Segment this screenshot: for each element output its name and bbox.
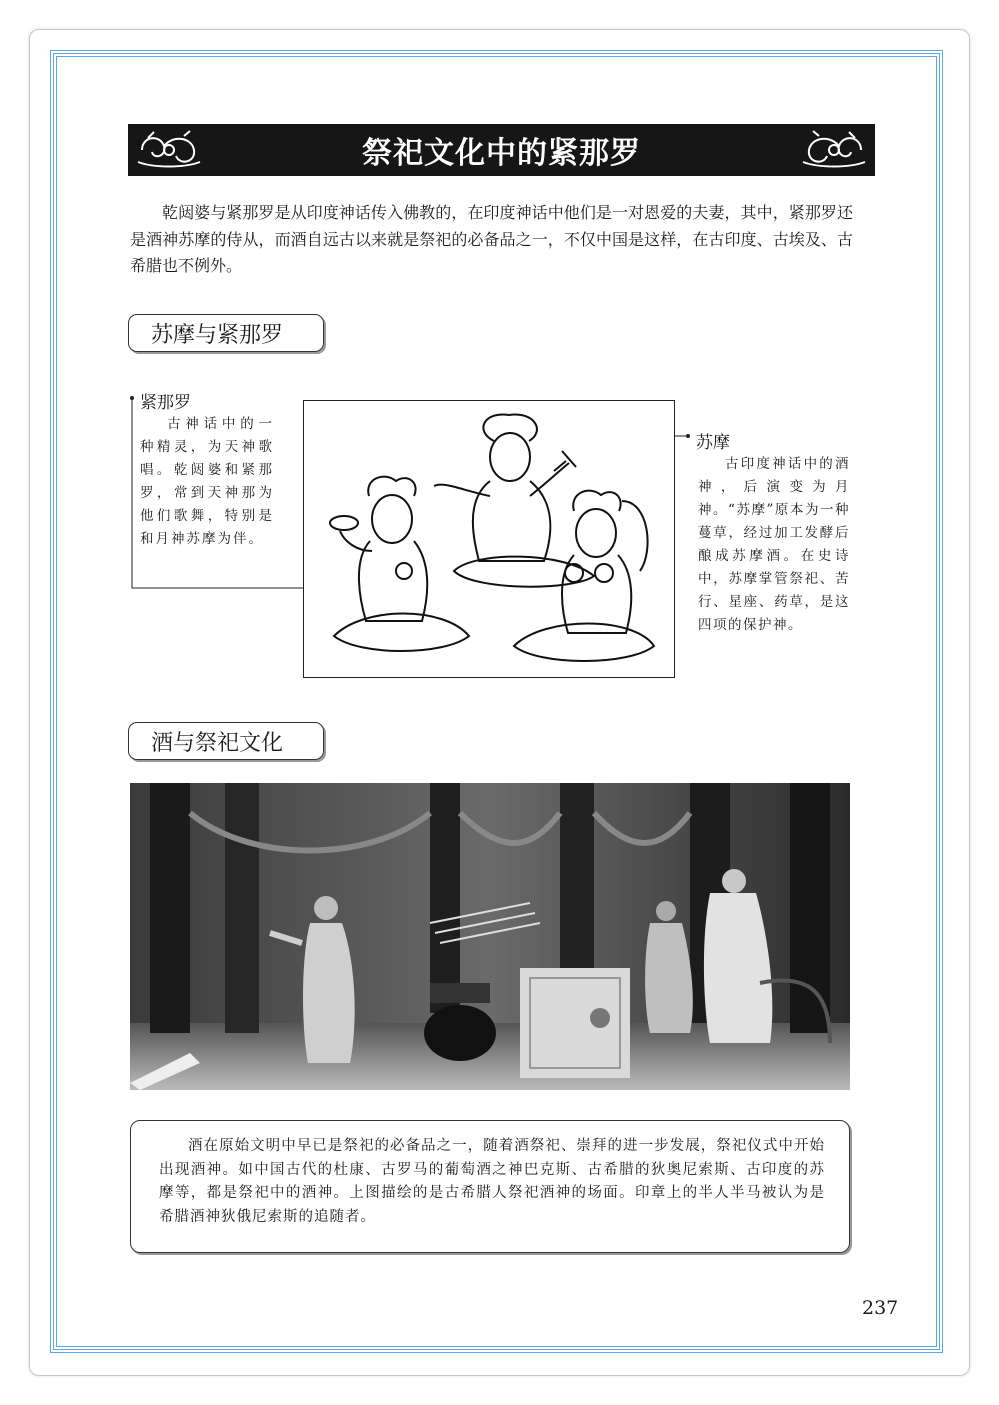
section-heading-soma (128, 314, 324, 352)
description-soma: 古印度神话中的酒神，后演变为月神。“苏摩”原本为一种蔓草，经过加工发酵后酿成苏摩酒。在史诗中，苏摩掌管祭祀、苦行、星座、药草，是这四项的保护神。 (698, 456, 850, 633)
ritual-scene-image (130, 783, 850, 1090)
page-number: 237 (862, 1297, 899, 1319)
deities-line-art (304, 401, 673, 676)
title-banner (128, 124, 875, 176)
section-heading-text: 苏摩与紧那罗 (151, 322, 284, 348)
caption-text: 酒在原始文明中早已是祭祀的必备品之一，随着酒祭祀、崇拜的进一步发展，祭祀仪式中开始出现酒神。如中国古代的杜康、古罗马的葡萄酒之神巴克斯、古希腊的狄奥尼索斯、古印度的苏摩等，都是祭祀中的酒神。上图描绘的是古希腊人祭祀酒神的场面。印章上的半人半马被认为是希腊酒神狄俄尼索斯的追随者。 (159, 1138, 825, 1225)
label-kinnara: 紧那罗 (140, 393, 191, 413)
intro-paragraph: 乾闼婆与紧那罗是从印度神话传入佛教的，在印度神话中他们是一对恩爱的夫妻，其中，紧那罗还是酒神苏摩的侍从，而酒自远古以来就是祭祀的必备品之一，不仅中国是这样，在古印度、古埃及、古希腊也不例外。 (130, 203, 853, 275)
ornament-right-icon (799, 128, 869, 172)
description-kinnara: 古神话中的一种精灵，为天神歌唱。乾闼婆和紧那罗，常到天神那为他们歌舞，特别是和月神苏摩为伴。 (140, 416, 274, 547)
ritual-scene-photo (130, 783, 850, 1090)
page-title: 祭祀文化中的紧那罗 (362, 136, 641, 171)
label-soma: 苏摩 (696, 433, 730, 453)
deities-illustration (303, 400, 675, 678)
section-heading-text: 酒与祭祀文化 (151, 730, 284, 756)
ornament-left-icon (134, 128, 204, 172)
caption-box (130, 1120, 850, 1253)
section-heading-wine (128, 722, 324, 760)
